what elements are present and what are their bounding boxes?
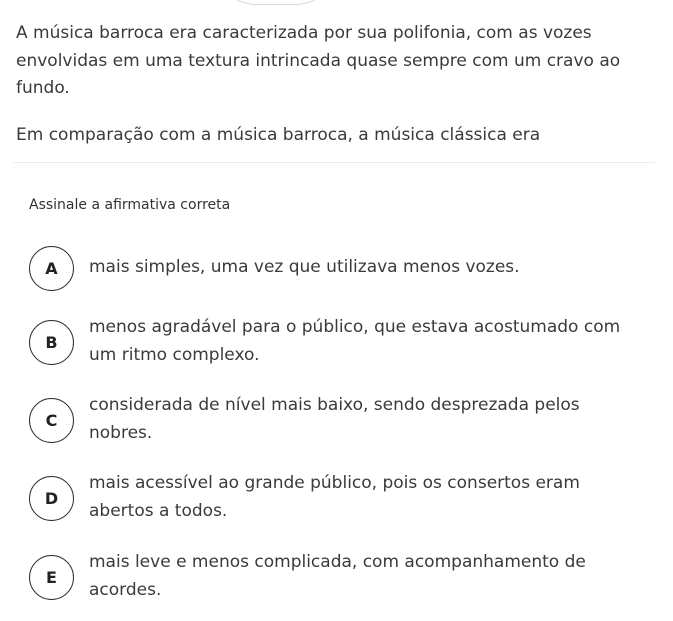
option-c-text[interactable]: considerada de nível mais baixo, sendo desprezada pelos nobres. xyxy=(89,395,580,443)
option-e[interactable] xyxy=(29,552,649,604)
option-c[interactable] xyxy=(29,395,649,447)
option-d-letter-badge[interactable]: D xyxy=(29,476,74,521)
option-d-text[interactable]: mais acessível ao grande público, pois os consertos eram abertos a todos. xyxy=(89,473,580,521)
option-d[interactable] xyxy=(29,473,649,525)
option-a-letter-badge[interactable]: A xyxy=(29,246,74,291)
question-stem: Em comparação com a música barroca, a música clássica era xyxy=(16,125,541,145)
option-a[interactable] xyxy=(29,246,649,291)
option-a-text[interactable]: mais simples, uma vez que utilizava menos vozes. xyxy=(89,257,520,277)
instruction-label: Assinale a afirmativa correta xyxy=(29,197,231,213)
option-b-text[interactable]: menos agradável para o público, que estava acostumado com um ritmo complexo. xyxy=(89,317,621,365)
option-c-letter-badge[interactable]: C xyxy=(29,398,74,443)
question-paragraph: A música barroca era caracterizada por sua polifonia, com as vozes envolvidas em uma textura intrincada quase sempre com um cravo ao fundo. xyxy=(16,23,621,98)
option-e-text[interactable]: mais leve e menos complicada, com acompanhamento de acordes. xyxy=(89,552,586,600)
option-e-letter-badge[interactable]: E xyxy=(29,555,74,600)
divider xyxy=(14,162,655,163)
header-arc-decoration xyxy=(212,0,340,5)
option-b-letter-badge[interactable]: B xyxy=(29,320,74,365)
option-b[interactable] xyxy=(29,317,649,369)
